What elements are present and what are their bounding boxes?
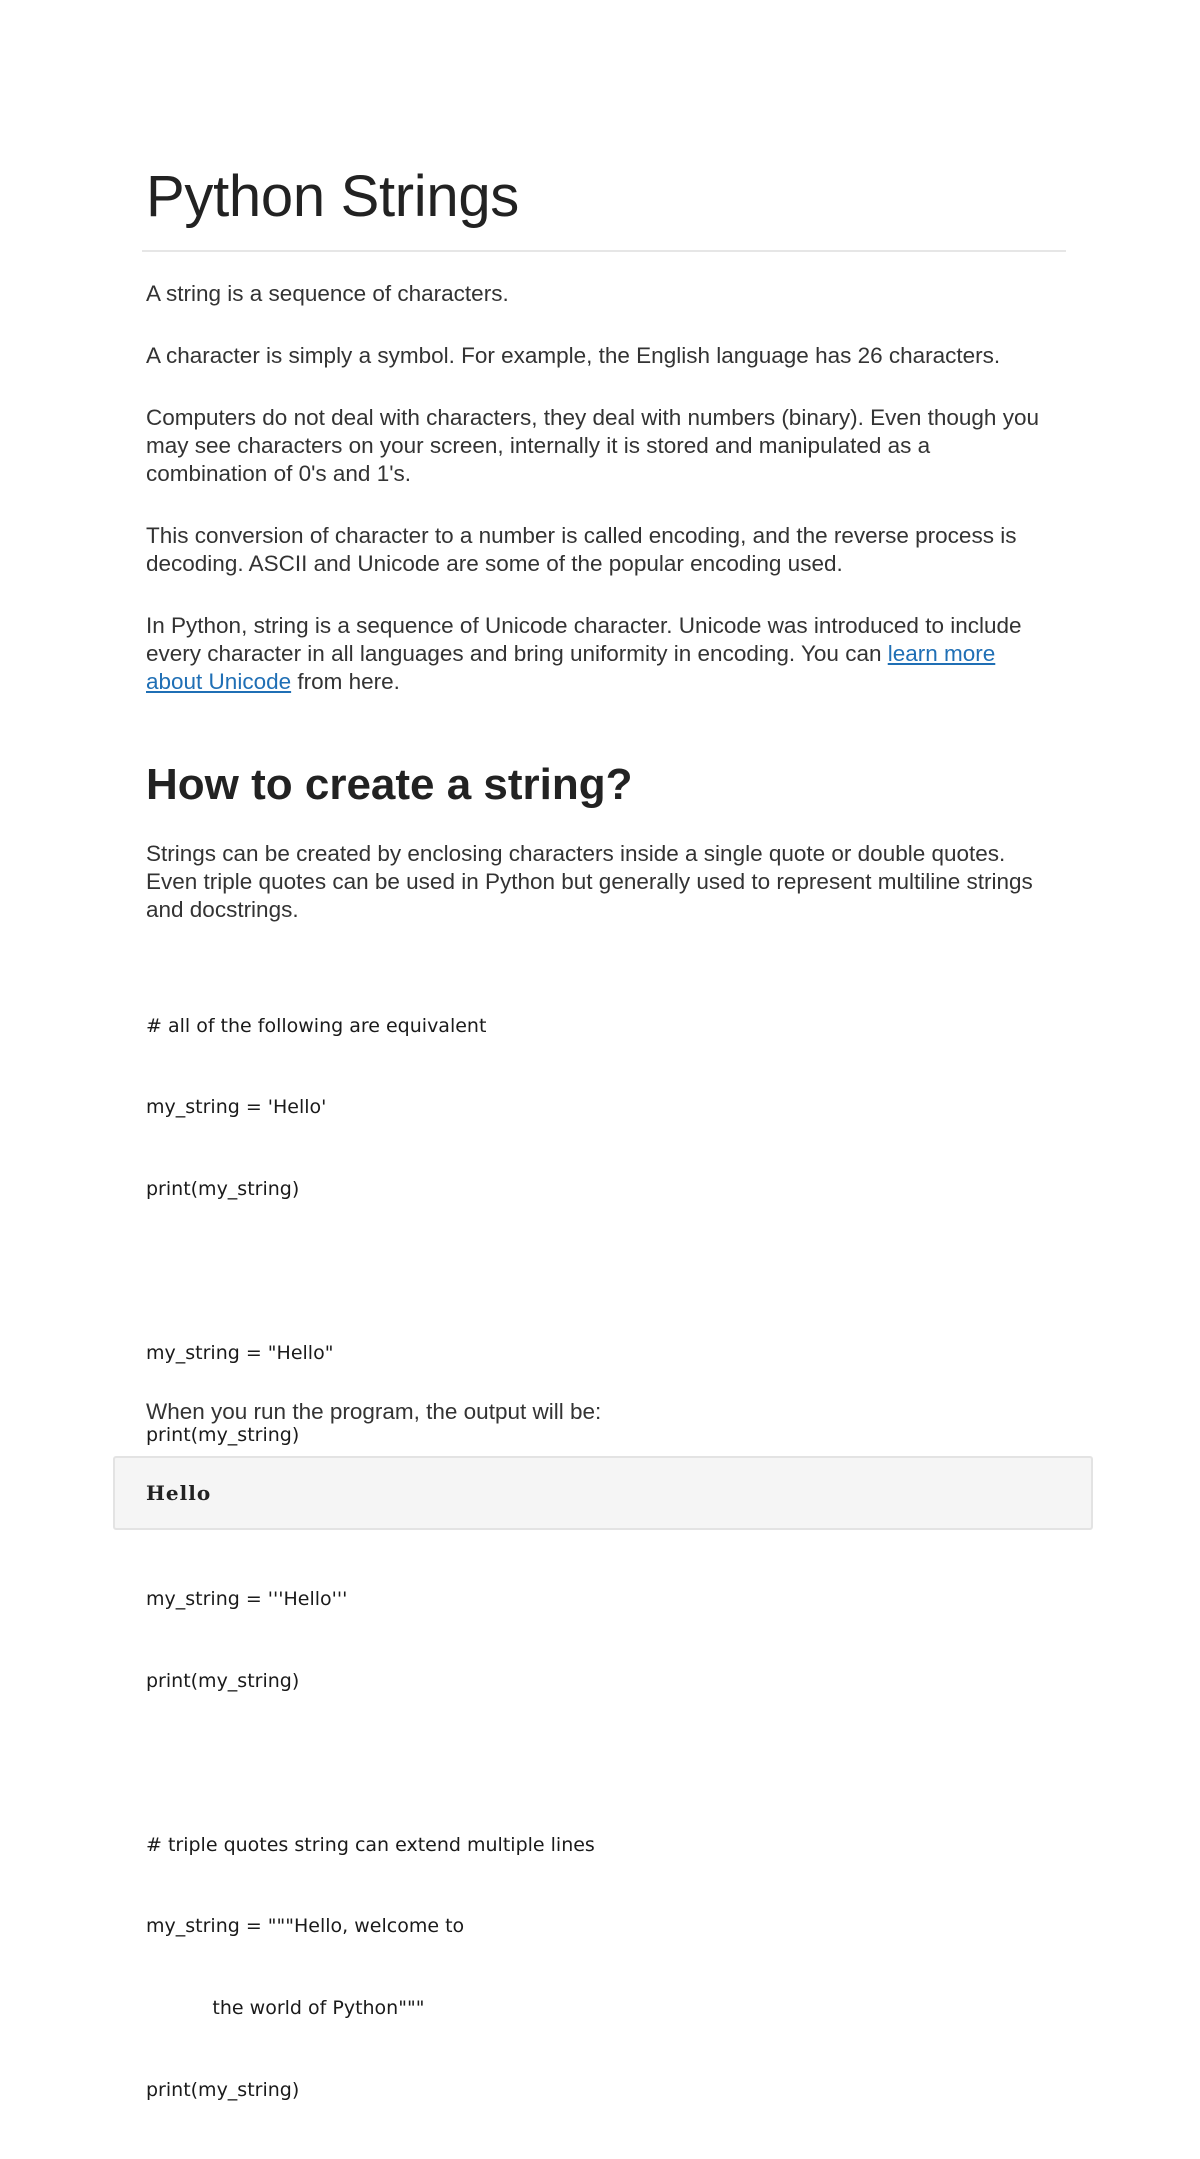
- code-line: my_string = 'Hello': [146, 1096, 327, 1119]
- section-paragraph-1: Strings can be created by enclosing characters inside a single quote or double quotes. Even triple quotes can be used in Python but generally used to represent multiline strings and docstrings.: [146, 841, 1033, 922]
- code-block: [146, 958, 595, 2159]
- intro-paragraph-2: A character is simply a symbol. For example, the English language has 26 characters.: [146, 343, 1001, 368]
- code-line: print(my_string): [146, 1178, 300, 1201]
- intro-section: [146, 280, 1046, 730]
- code-line: print(my_string): [146, 1669, 300, 1692]
- intro-paragraph-5-text-end: from here.: [291, 669, 400, 694]
- intro-paragraph-3: Computers do not deal with characters, they deal with numbers (binary). Even though you may see characters on your screen, internally it is stored and manipulated as a combination of 0's and 1's.: [146, 405, 1039, 486]
- output-text: Hello: [146, 1481, 212, 1505]
- title-divider: [142, 250, 1066, 252]
- intro-paragraph-1: A string is a sequence of characters.: [146, 281, 509, 306]
- output-intro-text: When you run the program, the output will be:: [146, 1399, 602, 1424]
- intro-paragraph-5-text-start: In Python, string is a sequence of Unicode character. Unicode was introduced to include every character in all languages and bring uniformity in encoding. You can: [146, 613, 1022, 666]
- output-block: [113, 1456, 1093, 1530]
- section-body: [146, 840, 1046, 958]
- section-heading: How to create a string?: [146, 760, 633, 809]
- code-line: my_string = """Hello, welcome to: [146, 1915, 465, 1938]
- code-line: [146, 1258, 595, 1285]
- intro-paragraph-5: [146, 612, 1046, 696]
- code-line: print(my_string): [146, 1424, 300, 1447]
- code-line: [146, 1750, 595, 1777]
- code-line: print(my_string): [146, 2079, 300, 2102]
- code-line: the world of Python""": [146, 1997, 425, 2020]
- code-line: # triple quotes string can extend multiple lines: [146, 1833, 595, 1856]
- page-title: Python Strings: [146, 164, 519, 229]
- code-line: my_string = '''Hello''': [146, 1587, 348, 1610]
- code-line: my_string = "Hello": [146, 1342, 334, 1365]
- intro-paragraph-4: This conversion of character to a number is called encoding, and the reverse process is decoding. ASCII and Unicode are some of the popular encoding used.: [146, 523, 1017, 576]
- unicode-link[interactable]: learn more about Unicode: [146, 641, 996, 694]
- code-line: # all of the following are equivalent: [146, 1014, 487, 1037]
